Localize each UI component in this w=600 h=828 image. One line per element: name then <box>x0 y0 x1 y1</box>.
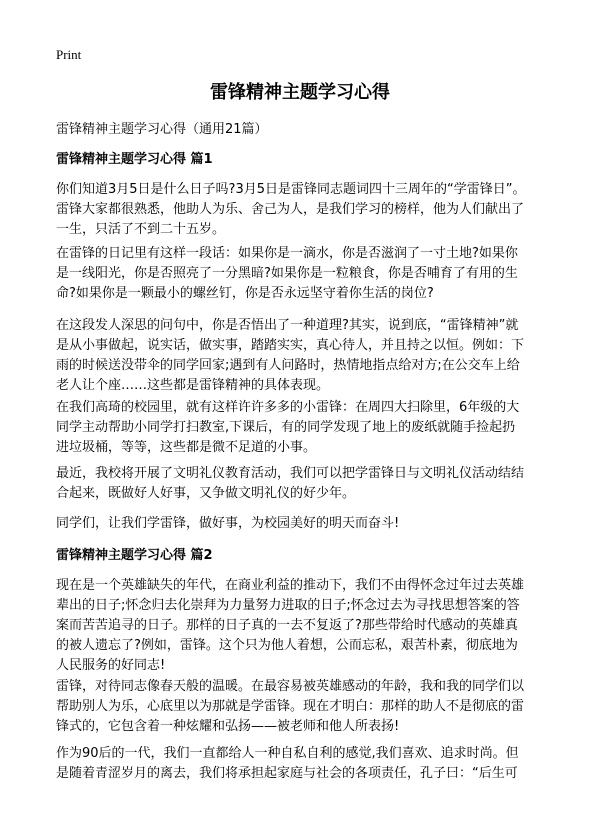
text-line: 雨的时候送没带伞的同学回家;遇到有人问路时，热情地指点给对方;在公交车上给 <box>56 358 520 373</box>
text-line: 帮助别人为乐，心底里以为那就是学雷锋。现在才明白：那样的助人不是彻底的雷 <box>56 699 525 714</box>
text-line: 的被人遗忘了?例如，雷锋。这个只为他人着想，公而忘私，艰苦朴素，彻底地为 <box>56 638 518 653</box>
paragraph <box>56 398 556 458</box>
text-line: 是一线阳光，你是否照亮了一分黑暗?如果你是一粒粮食，你是否哺育了有用的生 <box>56 266 518 281</box>
text-line: 在雷锋的日记里有这样一段话：如果你是一滴水，你是否滋润了一寸土地?如果你 <box>56 246 518 261</box>
text-line: 最近，我校将开展了文明礼仪教育活动，我们可以把学雷锋日与文明礼仪活动结结 <box>56 466 525 481</box>
section-heading-2: 雷锋精神主题学习心得 篇2 <box>56 548 213 563</box>
text-line: 命?如果你是一颗最小的螺丝钉，你是否永远坚守着你生活的岗位? <box>56 286 434 301</box>
text-line: 一生，只活了不到二十五岁。 <box>56 222 226 237</box>
text-line: 在我们高琦的校园里，就有这样许许多多的小雷锋：在周四大扫除里，6年级的大 <box>56 400 520 415</box>
text-line: 雷锋，对待同志像春天般的温暖。在最容易被英雄感动的年龄，我和我的同学们以 <box>56 679 525 694</box>
text-line: 同学主动帮助小同学打扫教室,下课后，有的同学发现了地上的废纸就随手捡起扔 <box>56 420 516 435</box>
paragraph <box>56 744 556 784</box>
paragraph <box>56 514 556 534</box>
paragraph <box>56 576 556 676</box>
document-subtitle: 雷锋精神主题学习心得（通用21篇） <box>56 122 268 137</box>
text-line: 人民服务的好同志! <box>56 658 166 673</box>
text-line: 辈出的日子;怀念归去化崇拜为力量努力进取的日子;怀念过去为寻找思想答案的答 <box>56 598 520 613</box>
section-heading-1: 雷锋精神主题学习心得 篇1 <box>56 152 213 167</box>
text-line: 案而苦苦追寻的日子。那样的日子真的一去不复返了?那些带给时代感动的英雄真 <box>56 618 518 633</box>
page-title: 雷锋精神主题学习心得 <box>210 82 390 103</box>
text-line: 在这段发人深思的问句中，你是否悟出了一种道理?其实，说到底，“雷锋精神”就 <box>56 318 519 333</box>
text-line: 合起来，既做好人好事，又争做文明礼仪的好少年。 <box>56 486 356 501</box>
paragraph <box>56 677 556 737</box>
text-line: 老人让个座……这些都是雷锋精神的具体表现。 <box>56 378 330 393</box>
text-line: 锋式的，它包含着一种炫耀和弘扬——被老师和他人所表扬! <box>56 719 400 734</box>
text-line: 你们知道3月5日是什么日子吗?3月5日是雷锋同志题词四十三周年的“学雷锋日”。 <box>56 182 526 197</box>
print-link[interactable]: Print <box>56 47 82 62</box>
paragraph <box>56 244 556 304</box>
paragraph <box>56 180 556 240</box>
text-line: 是从小事做起，说实话，做实事，踏踏实实，真心待人，并且持之以恒。例如：下 <box>56 338 525 353</box>
text-line: 作为90后的一代，我们一直都给人一种自私自利的感觉,我们喜欢、追求时尚。但 <box>56 746 519 761</box>
paragraph <box>56 316 556 396</box>
text-line: 现在是一个英雄缺失的年代，在商业利益的推动下，我们不由得怀念过年过去英雄 <box>56 578 525 593</box>
paragraph <box>56 464 556 504</box>
text-line: 同学们，让我们学雷锋，做好事，为校园美好的明天而奋斗! <box>56 516 400 531</box>
text-line: 进垃圾桶，等等，这些都是微不足道的小事。 <box>56 440 317 455</box>
text-line: 雷锋大家都很熟悉，他助人为乐、舍己为人，是我们学习的榜样，他为人们献出了 <box>56 202 525 217</box>
text-line: 是随着青涩岁月的离去，我们将承担起家庭与社会的各项责任，孔子曰：“后生可 <box>56 766 518 781</box>
